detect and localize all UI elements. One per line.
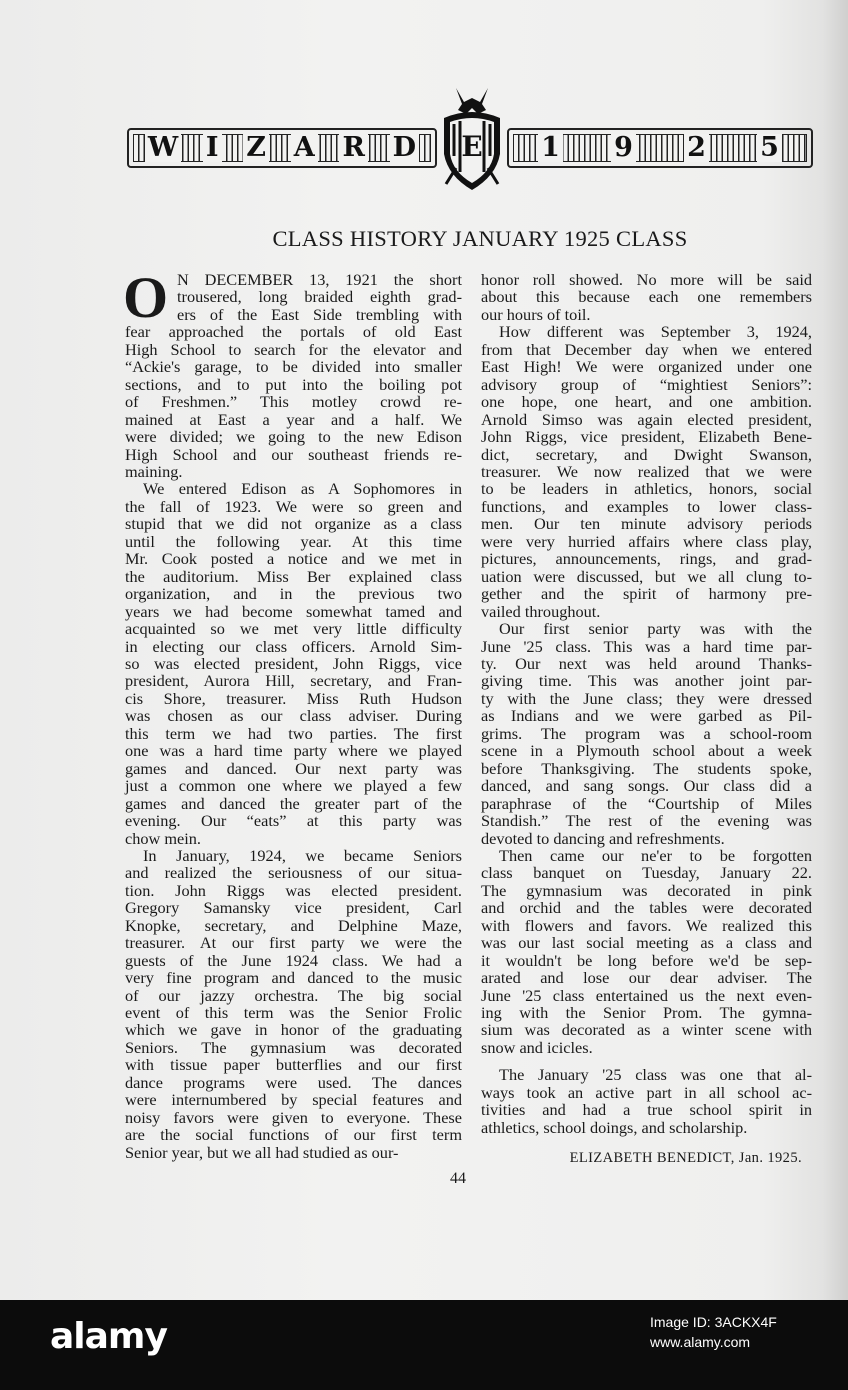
banner-letter: I (203, 134, 222, 162)
text-line: of Freshmen.” This motley crowd re- (125, 392, 462, 412)
text-line: scene in a Plymouth school about a week (481, 741, 812, 761)
text-line: so was elected president, John Riggs, vice (125, 653, 462, 673)
text-line: was chosen as our class adviser. During (125, 706, 462, 726)
shield-emblem-icon (436, 84, 508, 198)
text-line: just a common one where we played a few (125, 776, 462, 796)
text-line: were internumbered by special features and (125, 1090, 462, 1110)
banner-letter: 2 (684, 134, 709, 162)
paragraph (481, 323, 812, 620)
text-line: danced, and sang songs. Our class did a (481, 776, 812, 796)
text-line: June '25 class entertained us the next even- (481, 985, 812, 1005)
text-line: grims. The program was a school-room (481, 723, 812, 743)
text-line: president, Aurora Hill, secretary, and Fran- (125, 671, 462, 691)
text-line: June '25 class. This was a hard time par- (481, 636, 812, 656)
text-line: event of this term was the Senior Frolic (125, 1003, 462, 1023)
text-line: acquainted so we met very little difficulty (125, 619, 462, 639)
text-line: evening. Our “eats” at this party was (125, 811, 462, 831)
text-line: games and danced. Our next party was (125, 758, 462, 778)
text-line: the auditorium. Miss Ber explained class (125, 566, 462, 586)
text-line: chow mein. (125, 828, 201, 848)
text-line: games and danced the greater part of the (125, 793, 462, 813)
text-line: one hope, one heart, and one ambition. (481, 392, 812, 412)
text-line: to be leaders in athletics, honors, social (481, 479, 812, 499)
text-line: gether and the spirit of harmony pre- (481, 584, 812, 604)
text-line: Mr. Cook posted a notice and we met in (125, 549, 462, 569)
svg-text:E: E (461, 130, 483, 163)
text-line: giving time. This was another joint par- (481, 671, 812, 691)
signature: ELIZABETH BENEDICT, Jan. 1925. (569, 1150, 802, 1167)
banner-letter: Z (243, 134, 269, 162)
text-line: treasurer. At our first party we were the (125, 933, 462, 953)
text-line: John Riggs, vice president, Elizabeth Bene- (481, 427, 812, 447)
banner-letter: 9 (611, 134, 636, 162)
watermark-url: www.alamy.com (650, 1334, 751, 1350)
text-line: and realized the seriousness of our situa- (125, 863, 462, 883)
watermark-info (650, 1312, 777, 1352)
text-line: ty. Our next was held around Thanks- (481, 653, 812, 673)
text-line: organization, and in the previous two (125, 584, 462, 604)
text-line: dict, secretary, and Dwight Swanson, (481, 444, 812, 464)
text-line: tion. John Riggs was elected president. (125, 880, 462, 900)
text-line: the fall of 1923. We were so green and (125, 496, 462, 516)
text-line: as Indians and we were garbed as Pil- (481, 706, 812, 726)
text-line: stupid that we did not organize as a class (125, 514, 462, 534)
text-line: from that December day when we entered (481, 339, 812, 359)
closing-paragraph (481, 1066, 812, 1136)
text-line: treasurer. We now realized that we were (481, 461, 812, 481)
text-line: pictures, announcements, rings, and grad- (481, 549, 812, 569)
text-line: were divided; we going to the new Edison (125, 427, 462, 447)
text-line: functions, and examples to lower class- (481, 496, 812, 516)
text-line: men. Our ten minute advisory periods (481, 514, 812, 534)
paragraph (481, 620, 812, 847)
text-line: arated and lose our dear adviser. The (481, 968, 812, 988)
text-line: until the following year. At this time (125, 531, 462, 551)
text-line: paraphrase of the “Courtship of Miles (481, 793, 812, 813)
text-line: sium was decorated as a winter scene with (481, 1020, 812, 1040)
text-line: it wouldn't be long before we'd be sep- (481, 950, 812, 970)
text-line: Standish.” The rest of the evening was (481, 811, 812, 831)
text-line: ty with the June class; they were dressed (481, 688, 812, 708)
text-line: ing with the Senior Prom. The gymna- (481, 1003, 812, 1023)
text-line: Gregory Samansky vice president, Carl (125, 898, 462, 918)
banner-letter: A (291, 134, 318, 162)
text-line: noisy favors were given to everyone. These (125, 1107, 462, 1127)
text-line: was our last social meeting as a class and (481, 933, 812, 953)
text-line: class banquet on Tuesday, January 22. (481, 863, 812, 883)
text-line: guests of the June 1924 class. We had a (125, 950, 462, 970)
text-line: years we had become somewhat tamed and (125, 601, 462, 621)
text-line: Senior year, but we all had studied as our- (125, 1142, 399, 1162)
text-line: and orchid and the tables were decorated (481, 898, 812, 918)
text-line: Knopke, secretary, and Delphine Maze, (125, 915, 462, 935)
text-line: devoted to dancing and refreshments. (481, 828, 725, 848)
text-line: In January, 1924, we became Seniors (143, 845, 462, 865)
paragraph (125, 847, 462, 1161)
text-line: cis Shore, treasurer. Miss Ruth Hudson (125, 688, 462, 708)
text-line: N DECEMBER 13, 1921 the short (177, 270, 462, 289)
text-line: uation were discussed, but we all clung to- (481, 566, 812, 586)
drop-cap: O (123, 265, 169, 330)
text-line: The January '25 class was one that al- (499, 1065, 812, 1085)
text-line: which we gave in honor of the graduating (125, 1020, 462, 1040)
right-column (481, 271, 812, 1168)
text-line: snow and icicles. (481, 1037, 593, 1057)
text-line: about this because each one remembers (481, 287, 812, 307)
text-line: are the social functions of our first term (125, 1125, 462, 1145)
text-line: We entered Edison as A Sophomores in (143, 479, 462, 499)
text-line: ers of the East Side trembling with (177, 304, 462, 324)
text-line: of our jazzy orchestra. The big social (125, 985, 462, 1005)
text-line: athletics, school doings, and scholarship. (481, 1117, 748, 1137)
banner-letter: 1 (538, 134, 563, 162)
text-line: with tissue paper butterflies and our first (125, 1055, 462, 1075)
paragraph (125, 480, 462, 847)
page-title: CLASS HISTORY JANUARY 1925 CLASS (272, 226, 688, 251)
text-line: advisory group of “mightiest Seniors”: (481, 374, 812, 394)
text-line: High School and our southeast friends re- (125, 444, 462, 464)
continuation-paragraph (481, 271, 812, 323)
banner-wizard (127, 128, 437, 168)
text-line: maining. (125, 461, 183, 481)
text-line: were very hurried affairs where class play, (481, 531, 812, 551)
text-line: ways took an active part in all school ac- (481, 1082, 812, 1102)
text-line: “Ackie's garage, to be divided into smaller (125, 357, 462, 377)
banner-letter: D (390, 134, 419, 162)
lead-paragraph (123, 265, 462, 481)
text-line: The gymnasium was decorated in pink (481, 880, 812, 900)
text-line: one was a hard time party where we played (125, 741, 462, 761)
text-line: honor roll showed. No more will be said (481, 270, 812, 289)
watermark-logo: alamy (50, 1316, 167, 1357)
banner-year (507, 128, 813, 168)
text-line: vailed throughout. (481, 601, 601, 621)
text-line: Seniors. The gymnasium was decorated (125, 1037, 462, 1057)
image-id: Image ID: 3ACKX4F (650, 1314, 777, 1330)
banner-letter: 5 (757, 134, 782, 162)
banner-letter: R (339, 134, 367, 162)
text-line: very fine program and danced to the music (125, 968, 462, 988)
banner-letter: W (145, 134, 181, 162)
text-line: mained at East a year and a half. We (125, 409, 462, 429)
text-line: before Thanksgiving. The students spoke, (481, 758, 812, 778)
page-number: 44 (450, 1170, 466, 1187)
text-line: our hours of toil. (481, 304, 591, 324)
text-line: Arnold Simso was again elected president, (481, 409, 812, 429)
text-line: Our first senior party was with the (499, 619, 812, 639)
text-line: How different was September 3, 1924, (499, 322, 812, 342)
left-column (123, 265, 462, 1162)
text-line: East High! We were organized under one (481, 357, 812, 377)
paragraph (481, 847, 812, 1056)
text-line: Then came our ne'er to be forgotten (499, 845, 812, 865)
text-line: sections, and to put into the boiling pot (125, 374, 462, 394)
text-line: High School to search for the elevator and (125, 339, 462, 359)
text-line: trousered, long braided eighth grad- (177, 287, 462, 307)
text-line: in electing our class officers. Arnold Sim- (125, 636, 462, 656)
text-line: dance programs were used. The dances (125, 1072, 462, 1092)
text-line: fear approached the portals of old East (125, 322, 462, 342)
text-line: this term we had two parties. The first (125, 723, 462, 743)
text-line: tivities and had a true school spirit in (481, 1100, 812, 1120)
text-line: with flowers and favors. We realized this (481, 915, 812, 935)
